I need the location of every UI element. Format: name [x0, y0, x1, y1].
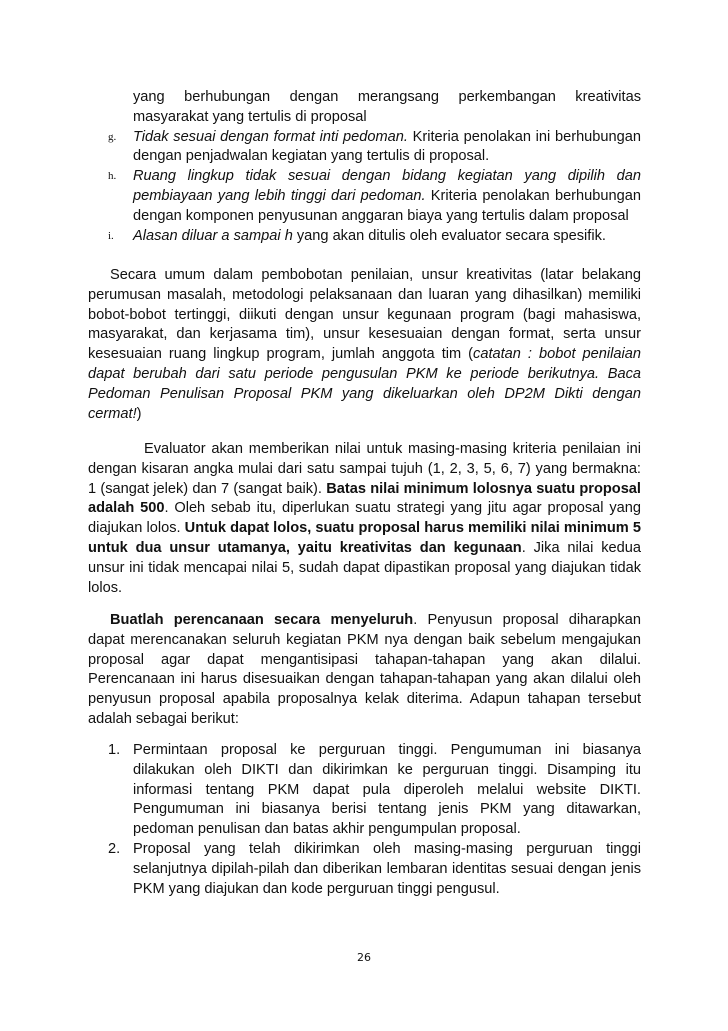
paragraph-note: catatan : bobot penilaian dapat berubah dari satu periode pengusulan PKM ke periode berikutnya. Baca Pedoman Penulisan Proposal PKM yang dikeluarkan oleh DP2M Dikti dengan cermat!	[88, 346, 641, 422]
paragraph-evaluator	[88, 440, 641, 598]
paragraph-text: . Oleh sebab itu, diperlukan suatu strategi yang jitu agar proposal yang diajukan lolos.	[88, 500, 641, 537]
criterion-title: Ruang lingkup tidak sesuai dengan bidang kegiatan yang dipilih dan pembiayaan yang lebih tinggi dari pedoman.	[133, 168, 641, 204]
step-text: Proposal yang telah dikirimkan oleh masing-masing perguruan tinggi selanjutnya dipilah-pilah dan diberikan lembaran identitas sesuai dengan jenis PKM yang diajukan dan kode perguruan tinggi pengusul.	[133, 840, 641, 897]
paragraph-text: . Penyusun proposal diharapkan dapat merencanakan seluruh kegiatan PKM nya dengan baik sebelum mengajukan proposal agar dapat mengantisipasi tahapan-tahapan yang akan dilalui. Perencanaan ini harus disesuaikan dengan tahapan-tahapan yang akan dilalui oleh penyusun proposal apabila proposalnya kelak diterima. Adapun tahapan tersebut adalah sebagai berikut:	[88, 612, 641, 727]
emphasis-pass-rule: Untuk dapat lolos, suatu proposal harus memiliki nilai minimum 5 untuk dua unsur utamanya, yaitu kreativitas dan kegunaan	[88, 520, 641, 556]
list-item	[88, 741, 641, 840]
list-item-h	[88, 167, 641, 226]
criterion-title: Tidak sesuai dengan format inti pedoman.	[133, 128, 408, 145]
page-number: 26	[357, 951, 371, 964]
paragraph-text: Secara umum dalam pembobotan penilaian, unsur kreativitas (latar belakang perumusan masalah, metodologi pelaksanaan dan luaran yang dihasilkan) memiliki bobot-bobot tertinggi, diikuti dengan unsur kegunaan program (bagi mahasiswa, masyarakat, dan kerjasama tim), unsur kesesuaian dengan format, serta unsur kesesuaian ruang lingkup program, jumlah anggota tim (	[88, 267, 641, 363]
list-marker: 1.	[108, 742, 121, 758]
paragraph-planning	[88, 611, 641, 730]
list-marker: i.	[108, 229, 114, 242]
emphasis-planning: Buatlah perencanaan secara menyeluruh	[110, 612, 414, 628]
criterion-text: Kriteria penolakan ini berhubungan dengan penjadwalan kegiatan yang tertulis di proposal.	[133, 128, 641, 165]
criteria-list	[88, 88, 641, 246]
list-item-continuation	[88, 88, 641, 128]
continuation-text: yang berhubungan dengan merangsang perkembangan kreativitas masyarakat yang tertulis di proposal	[133, 89, 641, 125]
list-item	[88, 840, 641, 899]
paragraph-text: . Jika nilai kedua unsur ini tidak mencapai nilai 5, sudah dapat dipastikan proposal yang diajukan tidak lolos.	[88, 539, 641, 596]
list-item-g	[88, 128, 641, 168]
list-marker: h.	[108, 170, 117, 183]
list-item-i	[88, 227, 641, 247]
paragraph-close: )	[136, 405, 142, 422]
step-text: Permintaan proposal ke perguruan tinggi. Pengumuman ini biasanya dilakukan oleh DIKTI dan dikirimkan ke perguruan tinggi. Disamping itu informasi tentang PKM dapat pula diperoleh melalui website DIKTI. Pengumuman ini biasanya berisi tentang jenis PKM yang ditawarkan, pedoman penulisan dan batas akhir pengumpulan proposal.	[133, 742, 641, 838]
criterion-title: Alasan diluar a sampai h	[133, 227, 293, 244]
emphasis-min-score: Batas nilai minimum lolosnya suatu proposal adalah 500	[88, 480, 641, 517]
paragraph-text: Evaluator akan memberikan nilai untuk masing-masing kriteria penilaian ini dengan kisaran angka mulai dari satu sampai tujuh (1, 2, 3, 5, 6, 7) yang bermakna: 1 (sangat jelek) dan 7 (sangat baik).	[88, 441, 641, 497]
paragraph-weighting	[88, 266, 641, 424]
list-marker: g.	[108, 130, 117, 143]
criterion-text: Kriteria penolakan berhubungan dengan komponen penyusunan anggaran biaya yang tertulis dalam proposal	[133, 187, 641, 224]
list-marker: 2.	[108, 840, 121, 857]
criterion-text: yang akan ditulis oleh evaluator secara spesifik.	[292, 227, 606, 244]
steps-list	[88, 741, 641, 899]
